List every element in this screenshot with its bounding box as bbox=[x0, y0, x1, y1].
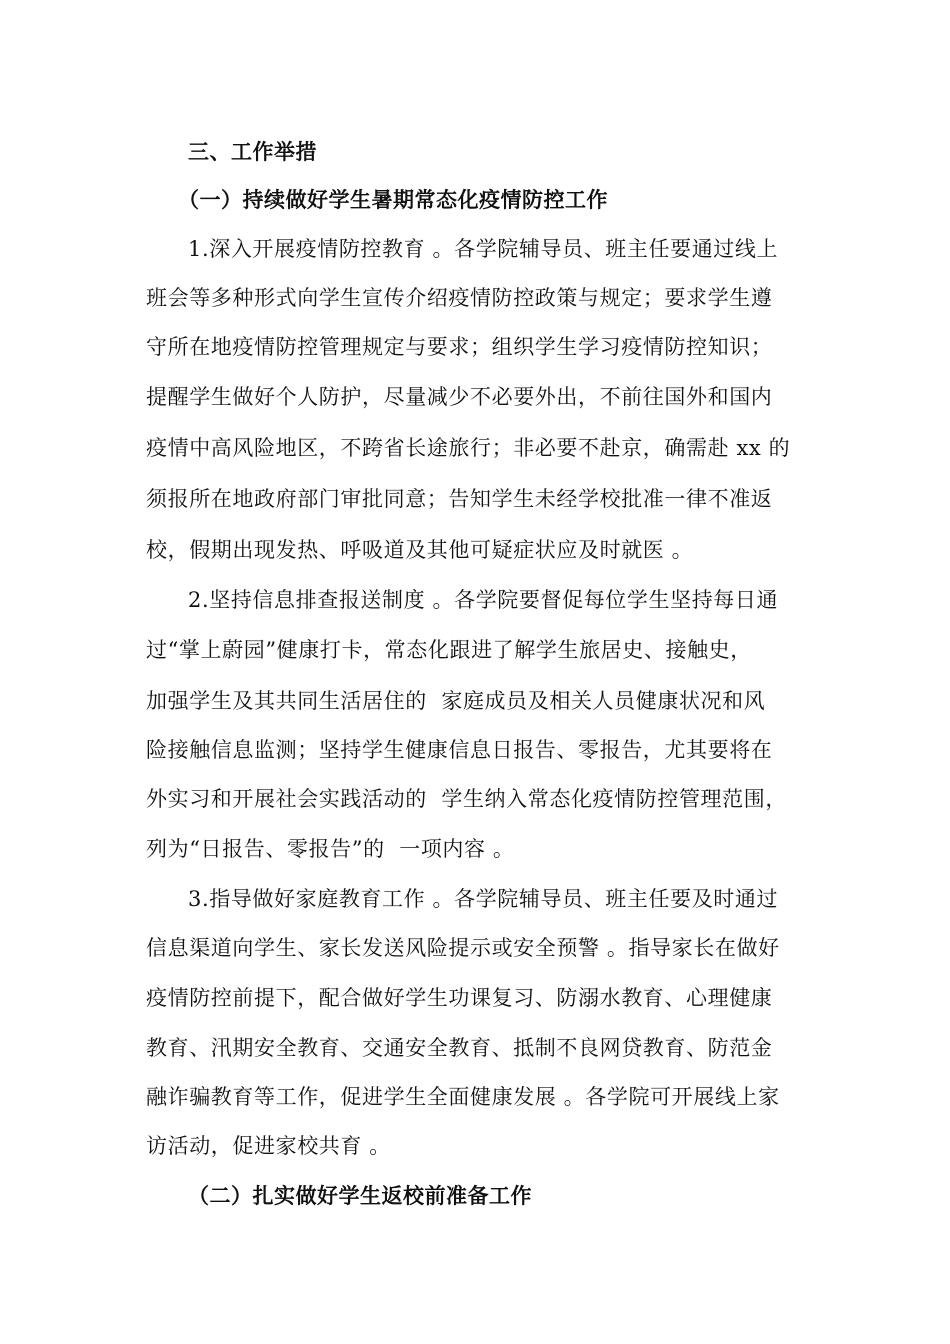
paragraph-1-line-2: 班会等多种形式向学生宣传介绍疫情防控政策与规定；要求学生遵 bbox=[146, 286, 773, 310]
paragraph-3-line-3: 疫情防控前提下，配合做好学生功课复习、防溺水教育、心理健康 bbox=[146, 986, 773, 1010]
section-heading: 三、工作举措 bbox=[188, 139, 317, 164]
paragraph-3-line-4: 教育、汛期安全教育、交通安全教育、抵制不良网贷教育、防范金 bbox=[146, 1036, 773, 1060]
paragraph-2-line-1: 2.坚持信息排查报送制度 。各学院要督促每位学生坚持每日通 bbox=[188, 588, 779, 612]
paragraph-3-line-5: 融诈骗教育等工作，促进学生全面健康发展 。各学院可开展线上家 bbox=[146, 1085, 780, 1109]
paragraph-1-line-7: 校，假期出现发热、呼吸道及其他可疑症状应及时就医 。 bbox=[146, 538, 694, 562]
subheading-1: （一）持续做好学生暑期常态化疫情防控工作 bbox=[178, 187, 608, 212]
paragraph-2-line-6: 列为“日报告、零报告”的 一项内容 。 bbox=[146, 837, 515, 861]
paragraph-3-line-1: 3.指导做好家庭教育工作 。各学院辅导员、班主任要及时通过 bbox=[188, 887, 779, 911]
paragraph-3-line-2: 信息渠道向学生、家长发送风险提示或安全预警 。指导家长在做好 bbox=[146, 936, 780, 960]
paragraph-3-line-6: 访活动，促进家校共育 。 bbox=[146, 1134, 391, 1158]
subheading-2: （二）扎实做好学生返校前准备工作 bbox=[188, 1183, 532, 1208]
paragraph-2-line-3: 加强学生及其共同生活居住的 家庭成员及相关人员健康状况和风 bbox=[146, 689, 766, 713]
paragraph-1-line-5: 疫情中高风险地区，不跨省长途旅行；非必要不赴京，确需赴 xx 的 bbox=[146, 436, 791, 460]
paragraph-2-line-4: 险接触信息监测；坚持学生健康信息日报告、零报告，尤其要将在 bbox=[146, 738, 773, 762]
paragraph-2-line-5: 外实习和开展社会实践活动的 学生纳入常态化疫情防控管理范围， bbox=[146, 787, 787, 811]
paragraph-2-line-2: 过“掌上蔚园”健康打卡，常态化跟进了解学生旅居史、接触史， bbox=[146, 638, 752, 662]
paragraph-1-line-3: 守所在地疫情防控管理规定与要求；组织学生学习疫情防控知识； bbox=[146, 335, 773, 359]
paragraph-1-line-4: 提醒学生做好个人防护，尽量减少不必要外出，不前往国外和国内 bbox=[146, 385, 773, 409]
paragraph-1-line-1: 1.深入开展疫情防控教育 。各学院辅导员、班主任要通过线上 bbox=[188, 237, 779, 261]
paragraph-1-line-6: 须报所在地政府部门审批同意；告知学生未经学校批准一律不准返 bbox=[146, 487, 773, 511]
